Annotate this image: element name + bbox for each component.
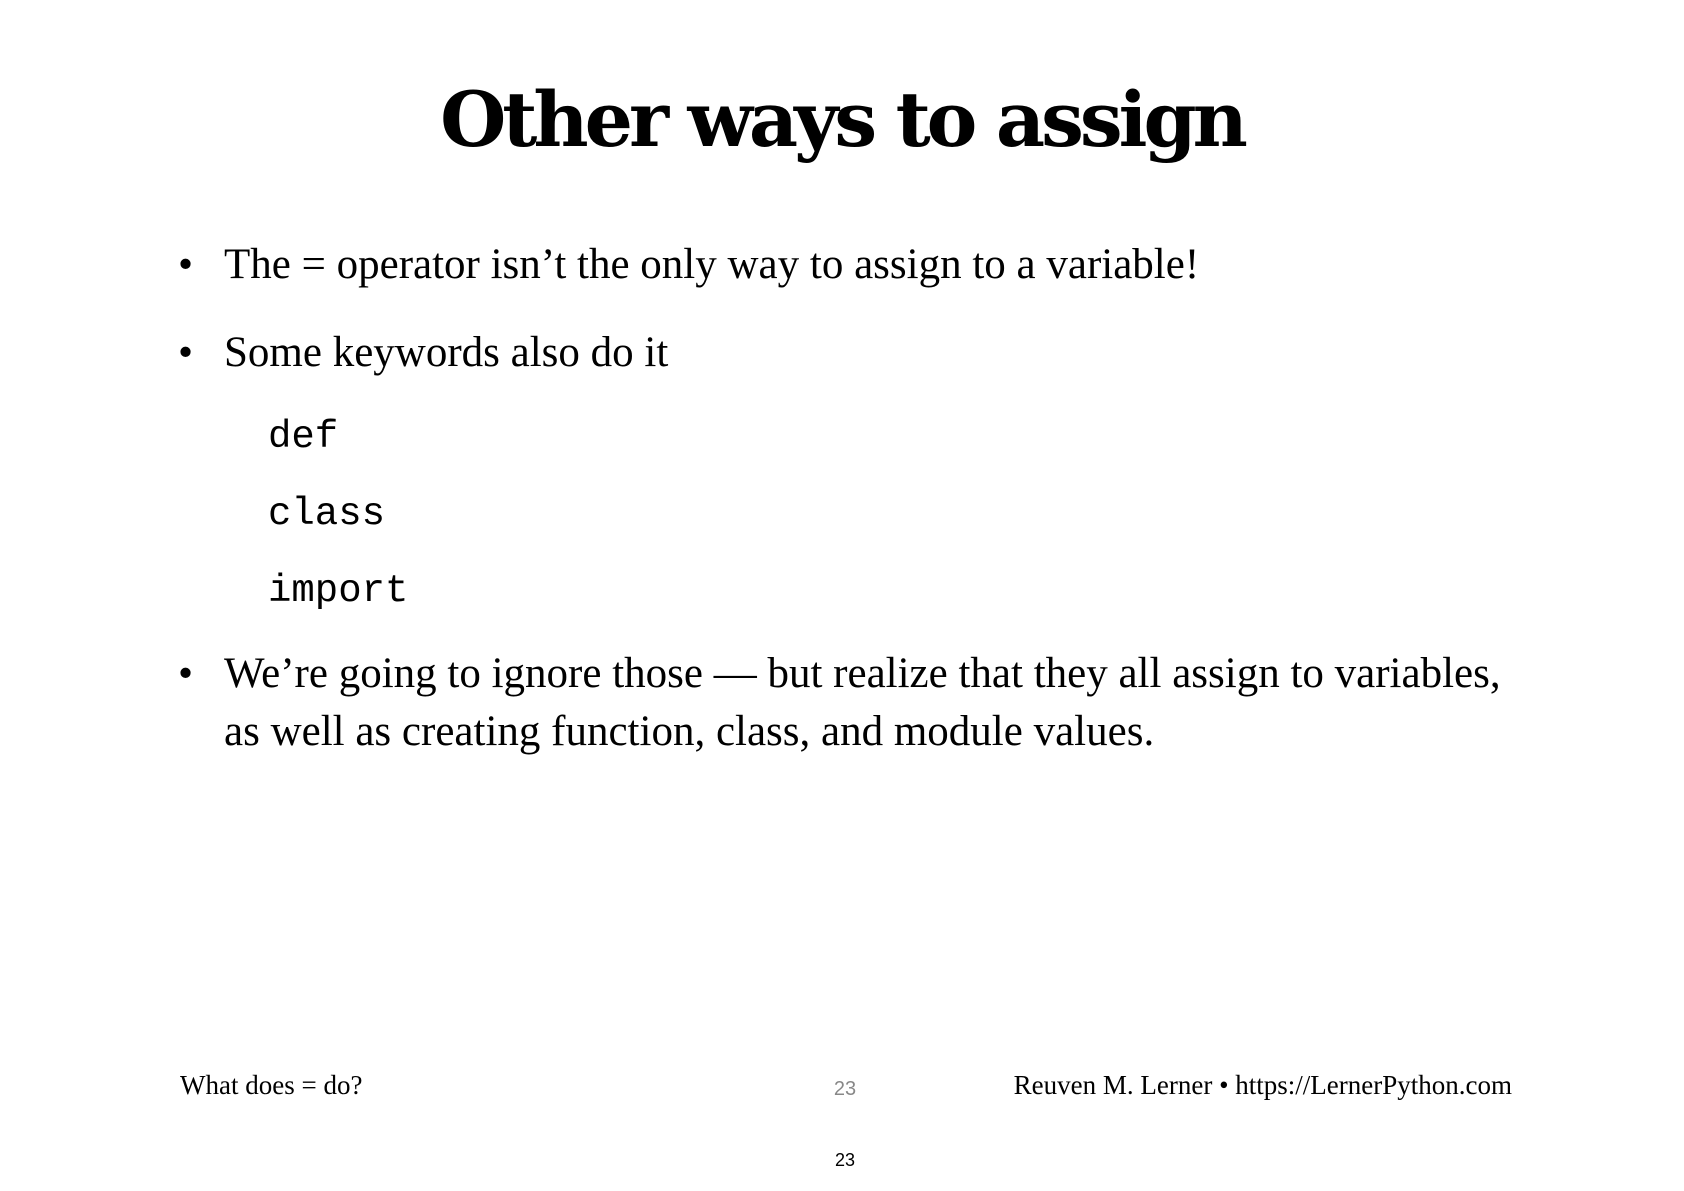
bullet-marker: •: [178, 329, 194, 376]
code-keyword: def: [268, 415, 339, 459]
code-keyword: import: [268, 569, 409, 613]
bullet-item: [178, 324, 1508, 382]
bullet-marker: •: [178, 241, 194, 288]
pdf-page-number: 23: [834, 1150, 856, 1170]
code-keyword: class: [268, 492, 386, 536]
bullet-marker: •: [178, 650, 194, 697]
bullet-item: [178, 645, 1508, 761]
bullet-text: The = operator isn’t the only way to assign to a variable!: [224, 241, 1200, 288]
footer-author: Reuven M. Lerner • https://LernerPython.com: [1013, 1070, 1512, 1100]
bullet-text: We’re going to ignore those — but realize that they all assign to variables, as well as creating function, class, and module values.: [224, 650, 1501, 755]
bullet-item: [178, 236, 1508, 294]
slide-title: Other ways to assign: [440, 75, 1244, 164]
footer-slide-topic: What does = do?: [180, 1070, 363, 1100]
bullet-text: Some keywords also do it: [224, 329, 669, 376]
footer-page-number: 23: [833, 1078, 857, 1100]
